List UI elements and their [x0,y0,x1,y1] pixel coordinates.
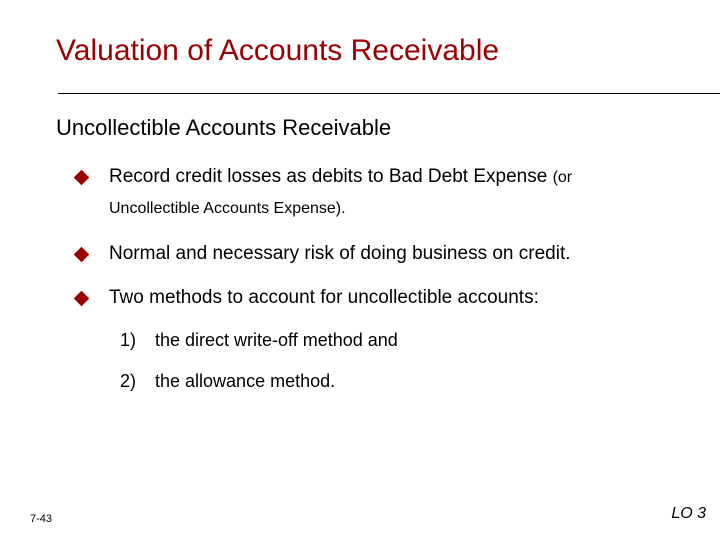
diamond-bullet-icon [74,247,90,263]
diamond-bullet-icon [74,291,90,307]
sub-item [120,330,398,351]
sub-item-text: the direct write-off method and [155,330,398,350]
learning-objective: LO 3 [671,505,706,522]
bullet-text: Normal and necessary risk of doing business on credit. [109,243,571,264]
diamond-bullet-icon [74,170,90,186]
title-divider [58,93,720,94]
slide-subtitle: Uncollectible Accounts Receivable [56,115,392,140]
page-number: 7-43 [30,513,53,525]
slide-title: Valuation of Accounts Receivable [56,34,500,67]
bullet-text-small: (or [552,169,573,186]
sub-item-text: the allowance method. [155,371,336,391]
bullet-text: Two methods to account for uncollectible accounts: [109,287,539,308]
sub-item [120,371,335,392]
sub-item-number: 1) [120,330,137,350]
bullet-continuation: Uncollectible Accounts Expense). [109,200,346,217]
sub-item-number: 2) [120,371,137,391]
bullet-text: Record credit losses as debits to Bad Debt Expense [109,166,548,187]
